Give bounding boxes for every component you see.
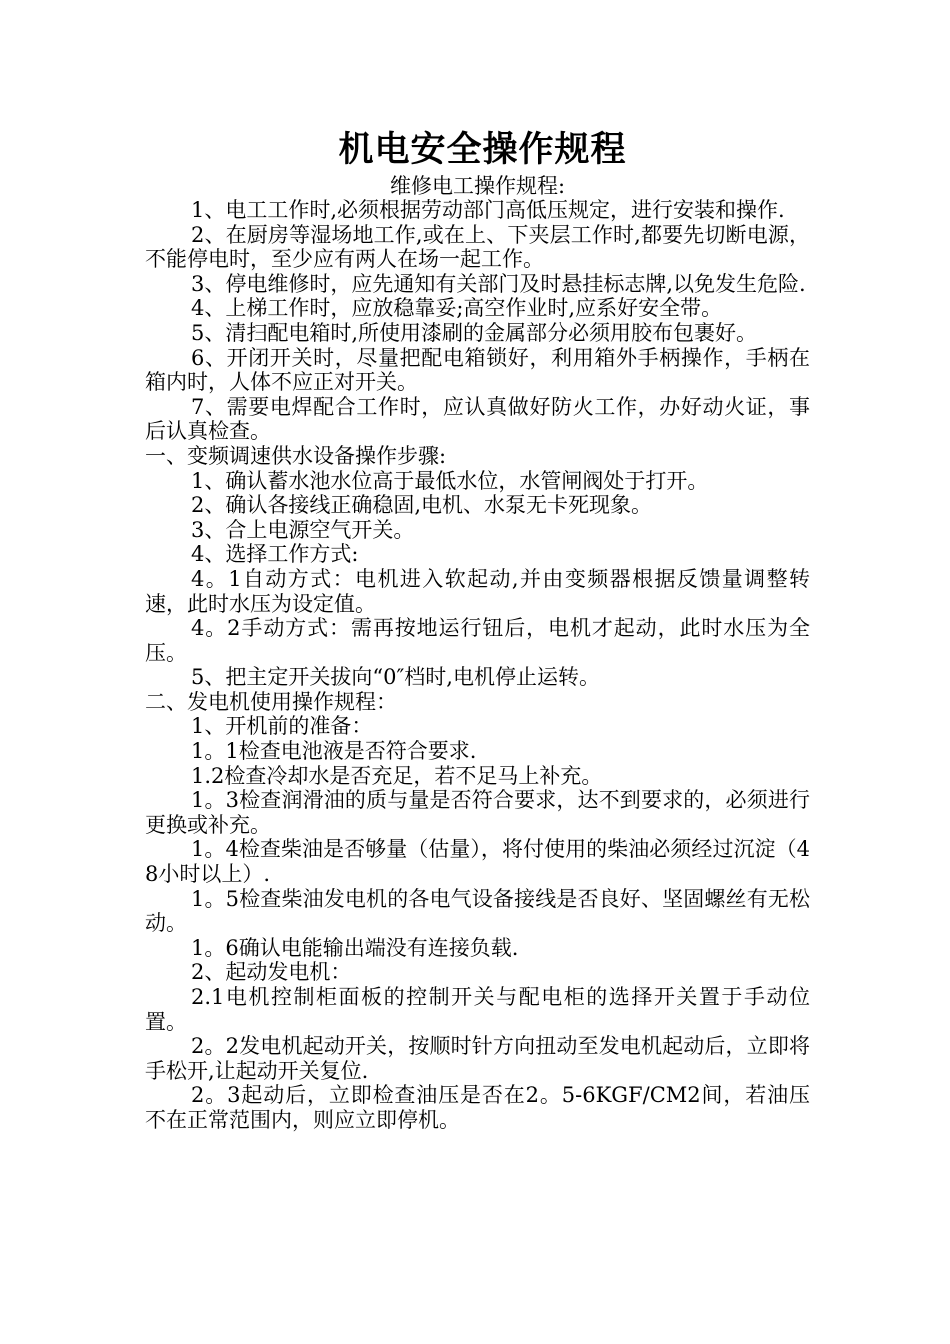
paragraph: 5、把主定开关拔向“0″档时,电机停止运转。 xyxy=(191,665,600,690)
paragraph: 3、停电维修时，应先通知有关部门及时悬挂标志牌,以免发生危险. xyxy=(191,271,806,296)
paragraph: 4、上梯工作时，应放稳靠妥;高空作业时,应系好安全带。 xyxy=(191,296,723,321)
paragraph: 2.1电机控制柜面板的控制开关与配电柜的选择开关置于手动位置。 xyxy=(145,985,810,1034)
paragraph: 1。1检查电池液是否符合要求. xyxy=(191,739,477,764)
paragraph: 1。5检查柴油发电机的各电气设备接线是否良好、坚固螺丝有无松动。 xyxy=(145,886,810,936)
paragraph: 2。2发电机起动开关，按顺时针方向扭动至发电机起动后，立即将手松开,让起动开关复位. xyxy=(145,1034,810,1083)
paragraph: 1。6确认电能输出端没有连接负载. xyxy=(191,935,519,960)
paragraph: 1。4检查柴油是否够量（估量），将付使用的柴油必须经过沉淀（48小时以上）. xyxy=(145,837,810,887)
paragraph: 2、起动发电机： xyxy=(191,960,352,985)
paragraph: 3、合上电源空气开关。 xyxy=(191,517,415,542)
paragraph: 6、开闭开关时，尽量把配电箱锁好，利用箱外手柄操作，手柄在箱内时，人体不应正对开关。 xyxy=(145,345,810,395)
document-title: 机电安全操作规程 xyxy=(338,130,627,170)
document-page xyxy=(145,126,810,1133)
paragraph: 7、需要电焊配合工作时，应认真做好防火工作，办好动火证，事后认真检查。 xyxy=(145,394,810,444)
paragraph: 1.2检查冷却水是否充足，若不足马上补充。 xyxy=(191,763,603,788)
paragraph: 2、在厨房等湿场地工作,或在上、下夹层工作时,都要先切断电源，不能停电时，至少应有两人在场一起工作。 xyxy=(145,222,810,272)
paragraph: 2、确认各接线正确稳固,电机、水泵无卡死现象。 xyxy=(191,493,653,518)
paragraph: 1、开机前的准备： xyxy=(191,714,373,739)
paragraph: 1、电工工作时,必须根据劳动部门高低压规定，进行安装和操作. xyxy=(191,198,785,222)
paragraph: 5、清扫配电箱时,所使用漆刷的金属部分必须用胶布包裹好。 xyxy=(191,320,758,345)
document-subtitle: 维修电工操作规程: xyxy=(389,174,566,198)
paragraph: 4。2手动方式：需再按地运行钮后，电机才起动，此时水压为全压。 xyxy=(145,616,810,665)
paragraph: 1。3检查润滑油的质与量是否符合要求，达不到要求的，必须进行更换或补充。 xyxy=(145,788,810,837)
paragraph: 2。3起动后，立即检查油压是否在2。5-6KGF/CM2间，若油压不在正常范围内，则应立即停机。 xyxy=(145,1083,810,1132)
paragraph: 4。1自动方式：电机进入软起动,并由变频器根据反馈量调整转速，此时水压为设定值。 xyxy=(145,566,810,616)
section-heading: 二、发电机使用操作规程： xyxy=(145,689,397,714)
paragraph: 1、确认蓄水池水位高于最低水位，水管闸阀处于打开。 xyxy=(191,468,709,493)
paragraph: 4、选择工作方式: xyxy=(191,542,359,567)
section-heading: 一、变频调速供水设备操作步骤: xyxy=(145,443,447,468)
